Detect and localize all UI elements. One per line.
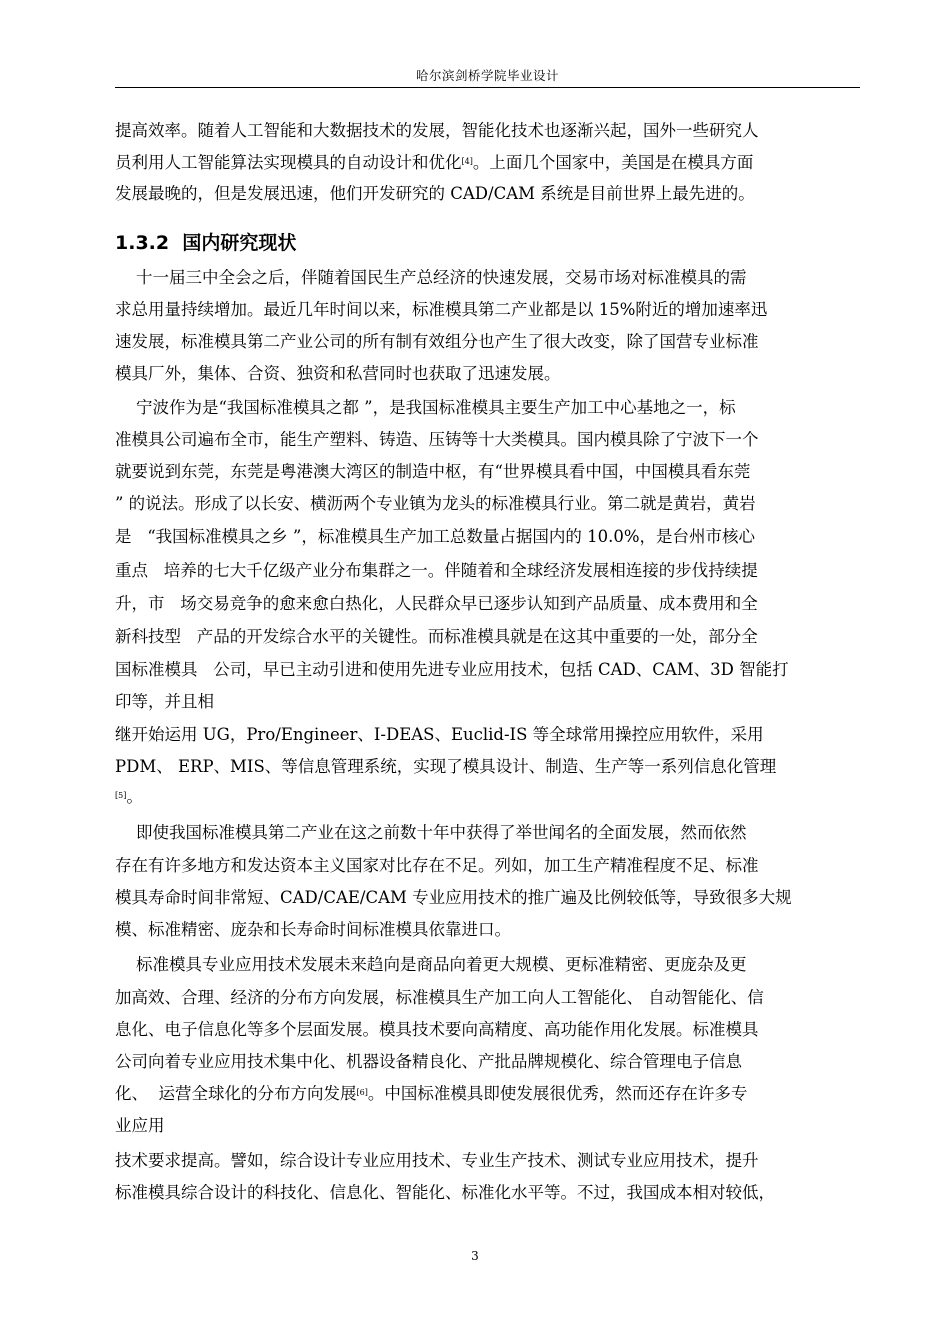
text-line: 模具厂外，集体、合资、独资和私营同时也获取了迅速发展。: [115, 364, 561, 383]
text-line: 国标准模具 公司，早已主动引进和使用先进专业应用技术，包括 CAD、CAM、3D 智能打: [115, 660, 789, 679]
text-line: 就要说到东莞，东莞是粤港澳大湾区的制造中枢，有“世界模具看中国，中国模具看东莞: [115, 462, 751, 481]
text-line: 重点 培养的七大千亿级产业分布集群之一。伴随着和全球经济发展相连接的步伐持续提: [115, 561, 758, 580]
text-line: 模具寿命时间非常短、CAD/CAE/CAM 专业应用技术的推广遍及比例较低等，导致很多大规: [115, 888, 792, 907]
text-line: 公司向着专业应用技术集中化、机器设备精良化、产批品牌规模化、综合管理电子信息: [115, 1052, 742, 1071]
text-line: 发展最晚的，但是发展迅速，他们开发研究的 CAD/CAM 系统是目前世界上最先进的。: [115, 184, 755, 203]
text-line: 是 “我国标准模具之乡 ”，标准模具生产加工总数量占据国内的 10.0%，是台州市核心: [115, 527, 756, 546]
text-line: 加高效、合理、经济的分布方向发展，标准模具生产加工向人工智能化、 自动智能化、信: [115, 988, 764, 1007]
text-line: 业应用: [115, 1116, 165, 1135]
text-line: 提高效率。随着人工智能和大数据技术的发展，智能化技术也逐渐兴起，国外一些研究人: [115, 121, 759, 140]
text-line: [115, 152, 753, 174]
page-number: 3: [471, 1249, 479, 1263]
text-line: 息化、电子信息化等多个层面发展。模具技术要向高精度、高功能作用化发展。标准模具: [115, 1020, 759, 1039]
text-line: 印等，并且相: [115, 692, 214, 711]
text-line: PDM、 ERP、MIS、等信息管理系统，实现了模具设计、制造、生产等一系列信息化管理: [115, 757, 777, 776]
text-line: 新科技型 产品的开发综合水平的关键性。而标准模具就是在这其中重要的一处，部分全: [115, 627, 758, 646]
text-line: 升，市 场交易竞争的愈来愈白热化，人民群众早已逐步认知到产品质量、成本费用和全: [115, 594, 758, 613]
text-line: 速发展，标准模具第二产业公司的所有制有效组分也产生了很大改变，除了国营专业标准: [115, 332, 759, 351]
text-line: 存在有许多地方和发达资本主义国家对比存在不足。列如，加工生产精准程度不足、标准: [115, 856, 759, 875]
text-line: 技术要求提高。譬如，综合设计专业应用技术、专业生产技术、测试专业应用技术，提升: [115, 1151, 759, 1170]
header-divider: [115, 87, 860, 88]
text-line: 求总用量持续增加。最近几年时间以来，标准模具第二产业都是以 15%附近的增加速率迅: [115, 300, 768, 319]
citation-ref: [4]: [461, 157, 473, 166]
text-segment: 。: [126, 787, 143, 806]
text-line: 标准模具综合设计的科技化、信息化、智能化、标准化水平等。不过，我国成本相对较低，: [115, 1183, 775, 1202]
text-line: 标准模具专业应用技术发展未来趋向是商品向着更大规模、更标准精密、更庞杂及更: [115, 955, 747, 974]
text-line: [115, 1083, 747, 1105]
text-segment: 化、 运营全球化的分布方向发展: [115, 1084, 357, 1103]
text-line: ” 的说法。形成了以长安、横沥两个专业镇为龙头的标准模具行业。第二就是黄岩，黄岩: [115, 494, 756, 513]
citation-ref: [5]: [115, 791, 127, 800]
text-line: [115, 786, 143, 808]
citation-ref: [6]: [356, 1088, 368, 1097]
text-line: 模、标准精密、庞杂和长寿命时间标准模具依靠进口。: [115, 920, 511, 939]
text-segment: 员利用人工智能算法实现模具的自动设计和优化: [115, 153, 462, 172]
text-segment: 。上面几个国家中，美国是在模具方面: [472, 153, 754, 172]
text-line: 继开始运用 UG，Pro/Engineer、I-DEAS、Euclid-IS 等全球常用操控应用软件，采用: [115, 725, 764, 744]
section-heading: 1.3.2 国内研究现状: [115, 232, 297, 254]
page-header-title: 哈尔滨剑桥学院毕业设计: [415, 68, 559, 83]
text-line: 宁波作为是“我国标准模具之都 ”，是我国标准模具主要生产加工中心基地之一，标: [115, 398, 736, 417]
text-line: 十一届三中全会之后，伴随着国民生产总经济的快速发展，交易市场对标准模具的需: [115, 268, 747, 287]
text-segment: 。中国标准模具即使发展很优秀，然而还存在许多专: [367, 1084, 748, 1103]
text-line: 准模具公司遍布全市，能生产塑料、铸造、压铸等十大类模具。国内模具除了宁波下一个: [115, 430, 759, 449]
text-line: 即使我国标准模具第二产业在这之前数十年中获得了举世闻名的全面发展，然而依然: [115, 823, 747, 842]
